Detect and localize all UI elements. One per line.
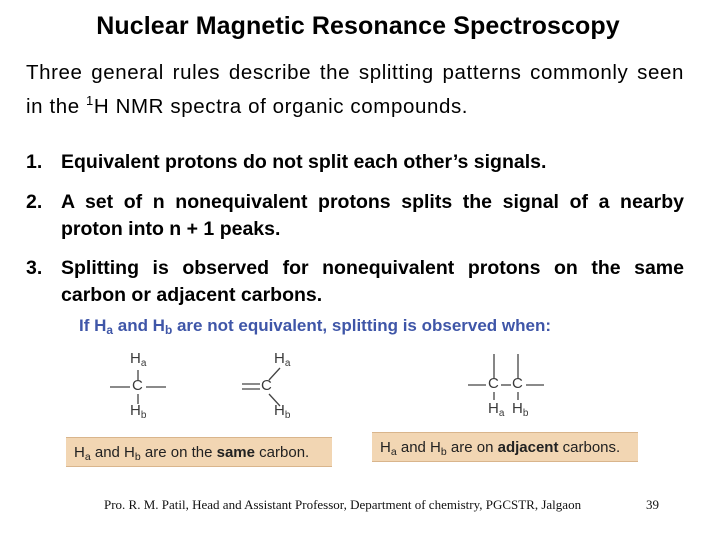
intro-paragraph <box>26 59 684 121</box>
caption-adjacent-carbons: $H_a$ and $H_b$ are on adjacent carbons. <box>372 432 638 462</box>
same-carbon-structure-1 <box>108 352 168 422</box>
same-carbon-structure-2 <box>240 352 300 422</box>
rule-2 <box>26 189 684 243</box>
caption-same-carbon: $H_a$ and $H_b$ are on the same carbon. <box>66 437 332 467</box>
structure-3-carbon-right: C <box>512 375 523 392</box>
rule-1 <box>26 149 684 176</box>
structure-1-hb: $H_b$ <box>130 402 147 421</box>
rule-3 <box>26 255 684 309</box>
rule-3-text: Splitting is observed for nonequivalent protons on the same carbon or adjacent carbons. <box>61 257 684 306</box>
intro-text-before: Three general rules describe the splitting patterns commonly seen in the <box>26 61 684 118</box>
intro-superscript: 1 <box>86 93 94 108</box>
structure-1-carbon: C <box>132 377 143 394</box>
slide-title: Nuclear Magnetic Resonance Spectroscopy <box>96 12 620 40</box>
structure-1-ha: $H_a$ <box>130 350 147 369</box>
structure-3-hb: $H_b$ <box>512 400 529 419</box>
rule-2-text: A set of n nonequivalent protons splits the signal of a nearby proton into n + 1 peaks. <box>61 191 684 240</box>
splitting-condition: If $H_a$ and $H_b$ are not equivalent, splitting is observed when: <box>79 316 552 337</box>
adjacent-carbon-structure <box>468 352 558 422</box>
rule-2-number: 2. <box>26 191 43 213</box>
page-number: 39 <box>646 497 659 512</box>
footer-credit: Pro. R. M. Patil, Head and Assistant Professor, Department of chemistry, PGCSTR, Jalgaon <box>104 497 582 512</box>
rule-3-number: 3. <box>26 257 43 279</box>
structure-2-carbon: C <box>261 377 272 394</box>
structure-3-carbon-left: C <box>488 375 499 392</box>
structure-3-ha: $H_a$ <box>488 400 505 419</box>
rule-1-number: 1. <box>26 151 43 173</box>
rule-1-text: Equivalent protons do not split each other’s signals. <box>61 151 547 173</box>
structure-2-hb: $H_b$ <box>274 402 291 421</box>
structure-2-ha: $H_a$ <box>274 350 291 369</box>
intro-text-after: H NMR spectra of organic compounds. <box>93 94 469 118</box>
